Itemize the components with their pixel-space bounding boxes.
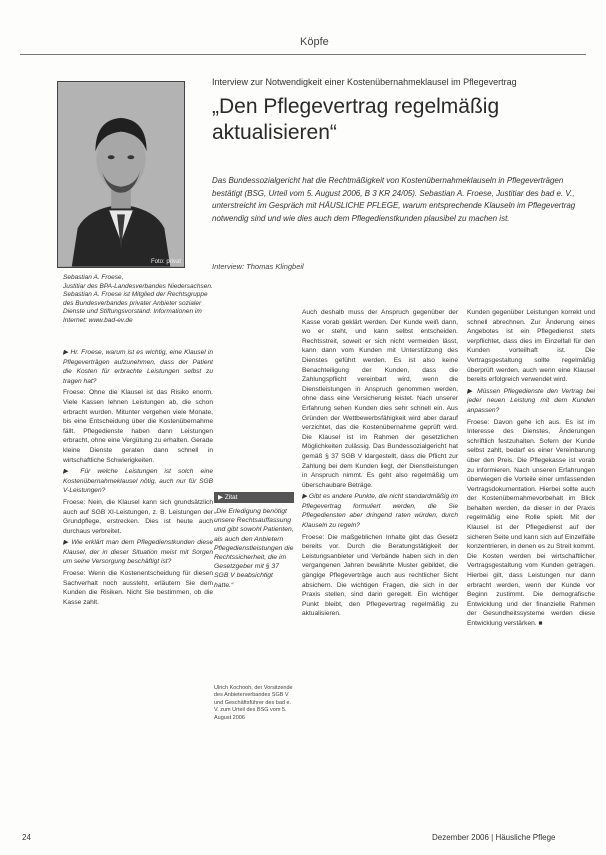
photo-caption bbox=[63, 274, 213, 326]
interview-answer: Auch deshalb muss der Anspruch gegenüber der Kasse vorab geklärt werden. Der Kunde weiß dann, wo er steht, und kann selbst entscheiden. Rechtsstreit, soweit er sich nicht vermeiden lässt, kann dann vom Kunden mit Unterstützung des Dienstes geführt werden. Es ist also keine Benachteiligung der Kunden, dass die Zahlungspflicht vereinbart wird, wenn die Dienstleistungen in Anspruch genommen werden, ohne dass eine Versicherung leistet. Nach unserer Erfahrung sehen Kunden dies sehr schnell ein. Aus Gründen der Wettbewerbsfähigkeit wird aber darauf verzichtet, das die Kostenübernahme geprüft wird. Die Klausel ist im Rahmen der gesetzlichen Möglichkeiten zulässig. Das Bundessozialgericht hat gemäß § 37 SGB V klargestellt, dass die Pflicht zur Zahlung bei dem Kunden liegt, der Dienstleistungen in Anspruch nimmt. Es geht also regelmäßig um überschaubare Beträge. bbox=[302, 309, 458, 489]
interview-question: ▶ Hr. Froese, warum ist es wichtig, eine Klausel in Pflegeverträgen aufzunehmen, dass der Patient die Kosten für erbrachte Leistungen selbst zu tragen hat? bbox=[63, 349, 213, 385]
quote-box-label: ▶ Zitat bbox=[214, 492, 294, 503]
article-lead: Das Bundessozialgericht hat die Rechtmäßigkeit von Kostenübernahmeklauseln in Pflegeverträgen bestätigt (BSG, Urteil vom 5. August 2006, B 3 KR 24/05). Sebastian A. Froese, Justitiar des bad e. V., unterstreicht im Gespräch mit HÄUSLICHE PFLEGE, warum entsprechende Klauseln im Pflegevertrag notwendig sind und wie dies auch dem Pflegedienstkunden plausibel zu machen ist. bbox=[212, 176, 576, 223]
interview-question: ▶ Müssen Pflegedienste den Vertrag bei jeder neuen Leistung mit dem Kunden anpassen? bbox=[467, 387, 595, 414]
caption-text: Justitiar des BPA-Landesverbandes Niedersachsen. Sebastian A. Froese ist Mitglied der Rechtsgruppe des Bundesverbandes privater Anbieter sozialer Dienste und Stiftungsvorstand. Informationen im Internet: www.bad-ev.de bbox=[63, 282, 213, 324]
interview-answer: Froese: Ohne die Klausel ist das Risiko enorm. Viele Kassen lehnen Leistungen ab, die schon erbracht wurden. Mitunter vergehen viele Monate, bis eine Entscheidung über die Kostenübernahme fällt. Pflegedienste haben dann Leistungen erbracht, ohne eine Vergütung zu erhalten. Gerade kleine Dienste geraten dann schnell in wirtschaftliche Schwierigkeiten. bbox=[63, 389, 213, 464]
interview-answer: Kunden gegenüber Leistungen korrekt und schnell abrechnen. Zur Änderung eines Angebotes ist ein Pflegedienst stets verpflichtet, dass dies im Einzelfall für den Kunden vorteilhaft ist. Die Vertragsgestaltung sollte regelmäßig überprüft werden, auch wenn eine Klausel bereits erfolgreich verwendet wird. bbox=[467, 309, 595, 384]
page-number: 24 bbox=[22, 833, 31, 842]
text-column-2 bbox=[302, 308, 458, 830]
portrait-illustration bbox=[58, 82, 184, 267]
pull-quote: „Die Erledigung benötigt unsere Rechtsauffassung und gibt sowohl Patienten, als auch den Anbietern Pflegedienstleistungen die Rechtssicherheit, die im Gesetzgeber mit § 37 SGB V beabsichtigt hatte.“ bbox=[214, 508, 294, 589]
article-kicker: Interview zur Notwendigkeit einer Kostenübernahmeklausel im Pflegevertrag bbox=[212, 77, 517, 87]
interview-question: ▶ Wie erklärt man dem Pflegedienstkunden diese Klausel, der in dieser Situation meist mit Sorgen um seine Versorgung beschäftigt ist? bbox=[63, 539, 213, 566]
quote-label: Zitat bbox=[224, 494, 238, 501]
portrait-photo bbox=[57, 81, 185, 268]
article-headline: „Den Pflegevertrag regelmäßig aktualisieren“ bbox=[212, 95, 500, 144]
caption-name: Sebastian A. Froese, bbox=[63, 274, 124, 281]
interview-answer: Froese: Wenn die Kostenentscheidung für diesen Sachverhalt noch aussteht, erläutern Sie dem Kunden die Risiken. Nicht Sie bestimmen, ob die Kasse zahlt. bbox=[63, 570, 213, 606]
interview-answer: Froese: Nein, die Klausel kann sich grundsätzlich auch auf SGB XI-Leistungen, z. B. Leistungen der Grundpflege, erstrecken. Dies ist heute auch durchaus verbreitet. bbox=[63, 498, 213, 535]
header-rule bbox=[20, 54, 586, 55]
interview-answer: Froese: Die maßgeblichen Inhalte gibt das Gesetz bereits vor. Durch die Beratungstätigkeit der Leistungsanbieter und Verbände haben sich in den vergangenen Jahren bewährte Muster gebildet, die gängige Pflegeverträge auch aus rechtlicher Sicht absichern. Die wichtigen Fragen, die sich in der Praxis stellen, sind darin geregelt. Ein wichtiger Punkt bleibt, den Pflegevertrag regelmäßig zu aktualisieren. bbox=[302, 533, 458, 618]
text-column-3 bbox=[467, 308, 595, 830]
interview-question: ▶ Gibt es andere Punkte, die nicht standardmäßig im Pflegevertrag formuliert werden, die Sie Pflegediensten aber dringend raten würden, durch Klauseln zu regeln? bbox=[302, 493, 458, 530]
interview-answer: Froese: Davon gehe ich aus. Es ist im Interesse des Dienstes, Änderungen schriftlich festzuhalten. Sofern der Kunde selbst zahlt, bedarf es einer Vereinbarung über den Preis. Die Pflegekasse ist vorab zu informieren. Nach unseren Erfahrungen überwiegen die Vorteile einer umfassenden Vertragsdokumentation. Hierbei sollte auch der Kostenübernahmevorbehalt im Blick behalten werden, da dieser in der Praxis regelmäßig eine Rolle spielt. Mit der Klausel ist der Pflegedienst auf der sicheren Seite und kann sich auf Einzelfälle konzentrieren, in denen es zu Streit kommt. Die Kosten werden bei wirtschaftlicher Vertragsgestaltung vom Kunden getragen. Hierbei gilt, dass Leistungen nur dann erbracht werden, wenn der Kunde vor Beginn zustimmt. Die demografische Entwicklung und der finanzielle Rahmen der Gesundheitssysteme werden diese Entwicklung verstärken. ■ bbox=[467, 418, 595, 627]
photo-credit: Foto: privat bbox=[150, 259, 181, 265]
section-header: Köpfe bbox=[300, 36, 329, 48]
interview-question: ▶ Für welche Leistungen ist solch eine Kostenübernahmeklausel nötig, auch nur für SGB V-Leistungen? bbox=[63, 468, 213, 495]
text-column-1 bbox=[63, 348, 213, 830]
article-byline: Interview: Thomas Klingbeil bbox=[212, 262, 304, 271]
pull-quote-source: Ulrich Kochooh, der Vorsitzende des Anbieterverbandes SGB V und Geschäftsführer des bad e. V. zum Urteil des BSG vom 5. August 2006 bbox=[214, 685, 293, 721]
footer-issue: Dezember 2006 | Häusliche Pflege bbox=[432, 833, 556, 842]
